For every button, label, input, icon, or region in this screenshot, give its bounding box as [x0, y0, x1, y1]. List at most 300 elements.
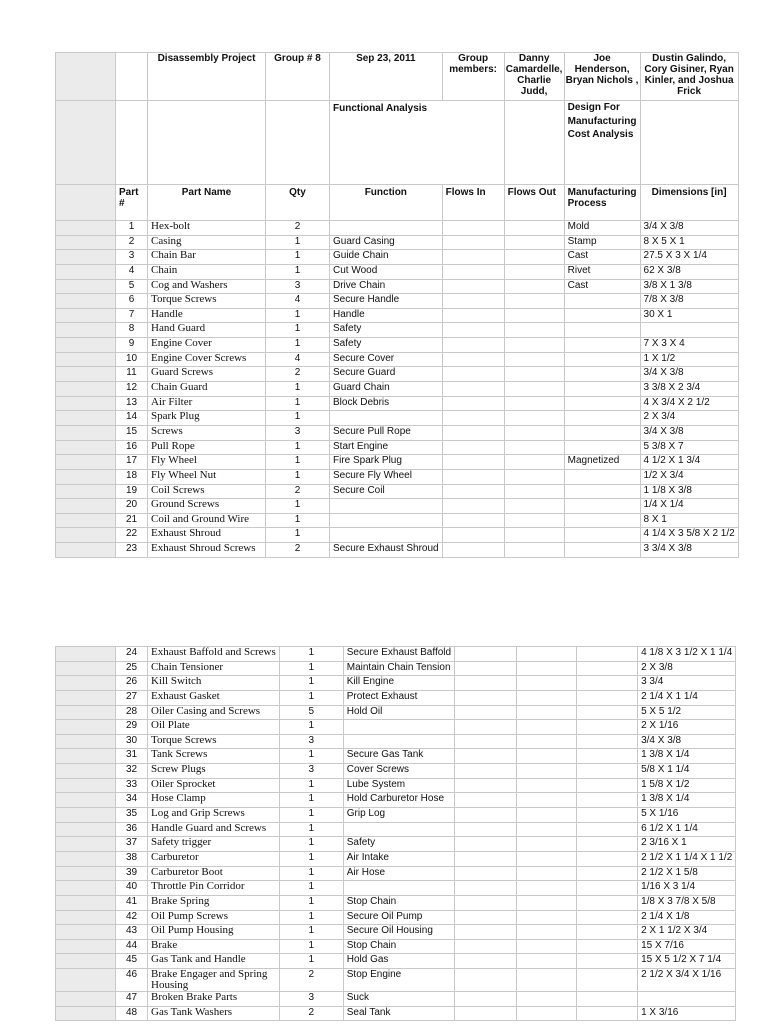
table-row [56, 264, 739, 279]
part-number-cell: 26 [116, 676, 148, 691]
dimensions-cell: 3/4 X 3/8 [640, 425, 738, 440]
function-cell: Seal Tank [343, 1006, 454, 1021]
mfg-process-cell [564, 338, 640, 353]
row-gutter [56, 822, 116, 837]
part-name-cell: Hose Clamp [148, 793, 280, 808]
mfg-process-cell [564, 484, 640, 499]
qty-cell: 3 [279, 764, 343, 779]
part-name-cell: Safety trigger [148, 837, 280, 852]
dimensions-cell: 2 1/2 X 3/4 X 1/16 [638, 969, 736, 992]
part-name-cell: Spark Plug [148, 411, 266, 426]
dimensions-cell: 2 X 1/16 [638, 720, 736, 735]
qty-cell: 5 [279, 705, 343, 720]
mfg-process-cell [577, 881, 638, 896]
part-name-cell: Handle [148, 308, 266, 323]
flows-in-cell [455, 992, 517, 1007]
row-gutter [56, 367, 116, 382]
part-number-cell: 35 [116, 808, 148, 823]
mfg-process-cell: Magnetized [564, 455, 640, 470]
dimensions-cell: 1 X 1/2 [640, 352, 738, 367]
mfg-process-cell [564, 382, 640, 397]
flows-in-cell [455, 749, 517, 764]
function-cell [343, 881, 454, 896]
table-row [56, 939, 736, 954]
function-cell: Fire Spark Plug [330, 455, 443, 470]
qty-cell: 1 [266, 513, 330, 528]
part-number-cell: 24 [116, 647, 148, 662]
dimensions-cell [638, 992, 736, 1007]
mfg-process-cell [577, 969, 638, 992]
flows-in-cell [442, 323, 504, 338]
mfg-process-cell [577, 939, 638, 954]
part-name-cell: Casing [148, 235, 266, 250]
dimensions-cell: 27.5 X 3 X 1/4 [640, 250, 738, 265]
flows-in-cell [455, 661, 517, 676]
flows-in-cell [442, 338, 504, 353]
function-cell [330, 411, 443, 426]
part-name-cell: Engine Cover [148, 338, 266, 353]
qty-cell: 1 [279, 895, 343, 910]
part-name-cell: Coil and Ground Wire [148, 513, 266, 528]
member-group-2: Joe Henderson, Bryan Nichols , [564, 53, 640, 101]
flows-in-cell [442, 235, 504, 250]
part-name-cell: Air Filter [148, 396, 266, 411]
header-row [56, 53, 739, 101]
mfg-process-cell [564, 440, 640, 455]
table-row [56, 338, 739, 353]
flows-in-cell [442, 279, 504, 294]
dimensions-cell: 5 X 1/16 [638, 808, 736, 823]
part-number-cell: 21 [116, 513, 148, 528]
row-gutter [56, 881, 116, 896]
flows-out-cell [517, 954, 577, 969]
flows-in-cell [455, 720, 517, 735]
qty-cell: 1 [279, 822, 343, 837]
mfg-process-cell [564, 528, 640, 543]
row-gutter [56, 661, 116, 676]
functional-analysis-heading: Functional Analysis [330, 101, 505, 185]
part-name-cell: Broken Brake Parts [148, 992, 280, 1007]
members-label: Group members: [442, 53, 504, 101]
flows-out-cell [517, 925, 577, 940]
flows-in-cell [442, 499, 504, 514]
table-row [56, 352, 739, 367]
row-gutter [56, 513, 116, 528]
row-gutter [56, 411, 116, 426]
table-row [56, 676, 736, 691]
dimensions-cell [640, 323, 738, 338]
table-row [56, 969, 736, 992]
row-gutter [56, 910, 116, 925]
function-cell: Grip Log [343, 808, 454, 823]
dimensions-cell: 1/2 X 3/4 [640, 469, 738, 484]
function-cell: Safety [330, 338, 443, 353]
part-number-cell: 23 [116, 543, 148, 558]
part-name-cell: Oiler Sprocket [148, 778, 280, 793]
qty-cell: 2 [279, 1006, 343, 1021]
flows-out-cell [517, 866, 577, 881]
dimensions-cell: 3 3/8 X 2 3/4 [640, 382, 738, 397]
flows-in-cell [455, 808, 517, 823]
part-number-cell: 45 [116, 954, 148, 969]
mfg-process-cell [564, 513, 640, 528]
table-row [56, 382, 739, 397]
part-number-cell: 32 [116, 764, 148, 779]
row-gutter [56, 676, 116, 691]
table-row [56, 734, 736, 749]
part-name-cell: Cog and Washers [148, 279, 266, 294]
qty-cell: 1 [279, 808, 343, 823]
function-cell: Secure Gas Tank [343, 749, 454, 764]
row-gutter [56, 543, 116, 558]
part-name-cell: Exhaust Shroud Screws [148, 543, 266, 558]
qty-cell: 1 [266, 396, 330, 411]
dimensions-cell: 2 1/2 X 1 5/8 [638, 866, 736, 881]
part-number-cell: 3 [116, 250, 148, 265]
part-number-cell: 42 [116, 910, 148, 925]
dimensions-cell: 2 X 3/4 [640, 411, 738, 426]
part-number-cell: 1 [116, 221, 148, 236]
row-gutter [56, 484, 116, 499]
row-gutter [56, 992, 116, 1007]
qty-cell: 1 [279, 778, 343, 793]
flows-in-cell [442, 382, 504, 397]
mfg-process-cell [577, 734, 638, 749]
row-gutter [56, 969, 116, 992]
function-cell: Kill Engine [343, 676, 454, 691]
member-group-1: Danny Camardelle, Charlie Judd, [504, 53, 564, 101]
row-gutter [56, 425, 116, 440]
mfg-process-cell [577, 910, 638, 925]
table-row [56, 661, 736, 676]
function-cell [343, 734, 454, 749]
part-number-cell: 20 [116, 499, 148, 514]
dimensions-cell: 30 X 1 [640, 308, 738, 323]
table-row [56, 954, 736, 969]
qty-cell: 1 [266, 499, 330, 514]
flows-out-cell [504, 440, 564, 455]
flows-out-cell [504, 528, 564, 543]
row-gutter [56, 720, 116, 735]
part-name-cell: Pull Rope [148, 440, 266, 455]
flows-in-cell [455, 647, 517, 662]
flows-in-cell [455, 925, 517, 940]
table-row [56, 910, 736, 925]
function-cell: Safety [330, 323, 443, 338]
qty-cell: 3 [266, 425, 330, 440]
row-gutter [56, 455, 116, 470]
row-gutter [56, 895, 116, 910]
flows-out-cell [517, 793, 577, 808]
dimensions-cell: 1 3/8 X 1/4 [638, 793, 736, 808]
qty-cell: 1 [279, 851, 343, 866]
col-part-name: Part Name [148, 185, 266, 221]
function-cell: Block Debris [330, 396, 443, 411]
qty-cell: 1 [279, 925, 343, 940]
table-row [56, 851, 736, 866]
qty-cell: 1 [279, 954, 343, 969]
col-qty: Qty [266, 185, 330, 221]
flows-out-cell [504, 250, 564, 265]
part-name-cell: Coil Screws [148, 484, 266, 499]
row-gutter [56, 749, 116, 764]
table-row [56, 764, 736, 779]
mfg-process-cell [577, 822, 638, 837]
parts-table-2-body [56, 647, 736, 1021]
flows-in-cell [442, 352, 504, 367]
mfg-process-cell [577, 661, 638, 676]
row-gutter [56, 279, 116, 294]
parts-table-2 [55, 646, 736, 1021]
function-cell: Lube System [343, 778, 454, 793]
qty-cell: 1 [266, 264, 330, 279]
part-name-cell: Brake [148, 939, 280, 954]
part-name-cell: Oiler Casing and Screws [148, 705, 280, 720]
mfg-process-cell [577, 1006, 638, 1021]
flows-in-cell [455, 895, 517, 910]
mfg-process-cell [564, 499, 640, 514]
mfg-process-cell [564, 308, 640, 323]
part-name-cell: Hand Guard [148, 323, 266, 338]
dimensions-cell: 7 X 3 X 4 [640, 338, 738, 353]
part-name-cell: Screws [148, 425, 266, 440]
qty-cell: 3 [279, 734, 343, 749]
part-number-cell: 7 [116, 308, 148, 323]
function-cell: Cut Wood [330, 264, 443, 279]
part-number-cell: 48 [116, 1006, 148, 1021]
dimensions-cell: 1 1/8 X 3/8 [640, 484, 738, 499]
mfg-process-cell [577, 793, 638, 808]
dimensions-cell: 1 5/8 X 1/2 [638, 778, 736, 793]
flows-out-cell [517, 705, 577, 720]
table-row [56, 895, 736, 910]
qty-cell: 2 [279, 969, 343, 992]
function-cell: Secure Coil [330, 484, 443, 499]
mfg-process-cell [577, 866, 638, 881]
table-row [56, 837, 736, 852]
flows-in-cell [442, 411, 504, 426]
parts-table-1-body [56, 221, 739, 558]
table-row [56, 294, 739, 309]
part-number-cell: 46 [116, 969, 148, 992]
part-number-cell: 40 [116, 881, 148, 896]
dimensions-cell: 1/8 X 3 7/8 X 5/8 [638, 895, 736, 910]
mfg-process-cell: Cast [564, 250, 640, 265]
table-row [56, 396, 739, 411]
member-group-3: Dustin Galindo, Cory Gisiner, Ryan Kinler, and Joshua Frick [640, 53, 738, 101]
function-cell: Secure Exhaust Shroud [330, 543, 443, 558]
part-name-cell: Ground Screws [148, 499, 266, 514]
part-name-cell: Tank Screws [148, 749, 280, 764]
column-header-row [56, 185, 739, 221]
qty-cell: 2 [266, 484, 330, 499]
qty-cell: 1 [279, 881, 343, 896]
part-number-cell: 5 [116, 279, 148, 294]
function-cell: Air Intake [343, 851, 454, 866]
part-number-cell: 16 [116, 440, 148, 455]
table-row [56, 440, 739, 455]
table-row [56, 528, 739, 543]
project-title: Disassembly Project [148, 53, 266, 101]
row-gutter [56, 778, 116, 793]
flows-in-cell [455, 778, 517, 793]
qty-cell: 1 [266, 308, 330, 323]
part-number-cell: 12 [116, 382, 148, 397]
flows-out-cell [504, 543, 564, 558]
flows-out-cell [504, 484, 564, 499]
table-row [56, 308, 739, 323]
function-cell: Stop Engine [343, 969, 454, 992]
function-cell: Handle [330, 308, 443, 323]
mfg-process-cell [564, 543, 640, 558]
function-cell: Protect Exhaust [343, 690, 454, 705]
table-row [56, 881, 736, 896]
function-cell: Guard Casing [330, 235, 443, 250]
part-number-cell: 34 [116, 793, 148, 808]
part-number-cell: 15 [116, 425, 148, 440]
dimensions-cell: 2 X 1 1/2 X 3/4 [638, 925, 736, 940]
qty-cell: 1 [279, 676, 343, 691]
qty-cell: 1 [266, 455, 330, 470]
qty-cell: 1 [266, 235, 330, 250]
flows-in-cell [455, 793, 517, 808]
flows-out-cell [504, 513, 564, 528]
part-number-cell: 22 [116, 528, 148, 543]
row-gutter [56, 925, 116, 940]
flows-in-cell [442, 455, 504, 470]
flows-out-cell [517, 690, 577, 705]
dimensions-cell: 4 1/8 X 3 1/2 X 1 1/4 [638, 647, 736, 662]
table-row [56, 235, 739, 250]
mfg-process-cell [577, 676, 638, 691]
dfm-heading: Design For Manufacturing Cost Analysis [564, 101, 640, 185]
part-name-cell: Screw Plugs [148, 764, 280, 779]
flows-out-cell [504, 323, 564, 338]
row-gutter [56, 647, 116, 662]
qty-cell: 4 [266, 294, 330, 309]
function-cell: Secure Guard [330, 367, 443, 382]
dimensions-cell: 15 X 5 1/2 X 7 1/4 [638, 954, 736, 969]
part-number-cell: 14 [116, 411, 148, 426]
part-number-cell: 4 [116, 264, 148, 279]
row-gutter [56, 734, 116, 749]
row-gutter [56, 808, 116, 823]
part-name-cell: Brake Spring [148, 895, 280, 910]
flows-in-cell [455, 866, 517, 881]
table-row [56, 367, 739, 382]
part-number-cell: 30 [116, 734, 148, 749]
mfg-process-cell [577, 895, 638, 910]
flows-in-cell [455, 822, 517, 837]
part-name-cell: Torque Screws [148, 734, 280, 749]
col-function: Function [330, 185, 443, 221]
function-cell: Secure Handle [330, 294, 443, 309]
function-cell: Secure Pull Rope [330, 425, 443, 440]
table-row [56, 690, 736, 705]
part-name-cell: Carburetor [148, 851, 280, 866]
flows-out-cell [517, 1006, 577, 1021]
row-gutter [56, 440, 116, 455]
row-gutter [56, 250, 116, 265]
function-cell: Secure Oil Pump [343, 910, 454, 925]
flows-out-cell [517, 822, 577, 837]
flows-out-cell [504, 279, 564, 294]
part-number-cell: 10 [116, 352, 148, 367]
function-cell: Stop Chain [343, 895, 454, 910]
part-number-cell: 9 [116, 338, 148, 353]
row-gutter [56, 308, 116, 323]
function-cell: Hold Gas [343, 954, 454, 969]
part-number-cell: 44 [116, 939, 148, 954]
group-number: Group # 8 [266, 53, 330, 101]
function-cell: Air Hose [343, 866, 454, 881]
row-gutter [56, 53, 116, 101]
row-gutter [56, 954, 116, 969]
qty-cell: 1 [266, 250, 330, 265]
flows-out-cell [517, 895, 577, 910]
row-gutter [56, 396, 116, 411]
function-cell: Cover Screws [343, 764, 454, 779]
function-cell: Guide Chain [330, 250, 443, 265]
row-gutter [56, 352, 116, 367]
part-name-cell: Torque Screws [148, 294, 266, 309]
table-row [56, 925, 736, 940]
qty-cell: 2 [266, 543, 330, 558]
row-gutter [56, 764, 116, 779]
section-row [56, 101, 739, 185]
dimensions-cell: 3/4 X 3/8 [640, 221, 738, 236]
flows-out-cell [504, 338, 564, 353]
flows-out-cell [504, 294, 564, 309]
mfg-process-cell: Mold [564, 221, 640, 236]
row-gutter [56, 235, 116, 250]
flows-in-cell [455, 851, 517, 866]
table-row [56, 543, 739, 558]
col-flows-in: Flows In [442, 185, 504, 221]
qty-cell: 1 [279, 910, 343, 925]
part-name-cell: Log and Grip Screws [148, 808, 280, 823]
table-row [56, 992, 736, 1007]
flows-in-cell [442, 294, 504, 309]
row-gutter [56, 499, 116, 514]
qty-cell: 1 [279, 866, 343, 881]
mfg-process-cell [564, 367, 640, 382]
flows-in-cell [455, 1006, 517, 1021]
mfg-process-cell [564, 425, 640, 440]
mfg-process-cell [577, 992, 638, 1007]
part-name-cell: Chain Tensioner [148, 661, 280, 676]
row-gutter [56, 690, 116, 705]
part-name-cell: Carburetor Boot [148, 866, 280, 881]
mfg-process-cell [564, 294, 640, 309]
part-number-cell: 29 [116, 720, 148, 735]
flows-out-cell [517, 910, 577, 925]
part-number-cell: 41 [116, 895, 148, 910]
qty-cell: 2 [266, 367, 330, 382]
row-gutter [56, 1006, 116, 1021]
part-name-cell: Hex-bolt [148, 221, 266, 236]
part-name-cell: Chain Bar [148, 250, 266, 265]
flows-in-cell [442, 440, 504, 455]
flows-out-cell [517, 881, 577, 896]
row-gutter [56, 705, 116, 720]
dimensions-cell: 3 3/4 [638, 676, 736, 691]
dimensions-cell: 7/8 X 3/8 [640, 294, 738, 309]
table-row [56, 822, 736, 837]
col-part-number: Part # [116, 185, 148, 221]
row-gutter [56, 837, 116, 852]
flows-out-cell [504, 235, 564, 250]
